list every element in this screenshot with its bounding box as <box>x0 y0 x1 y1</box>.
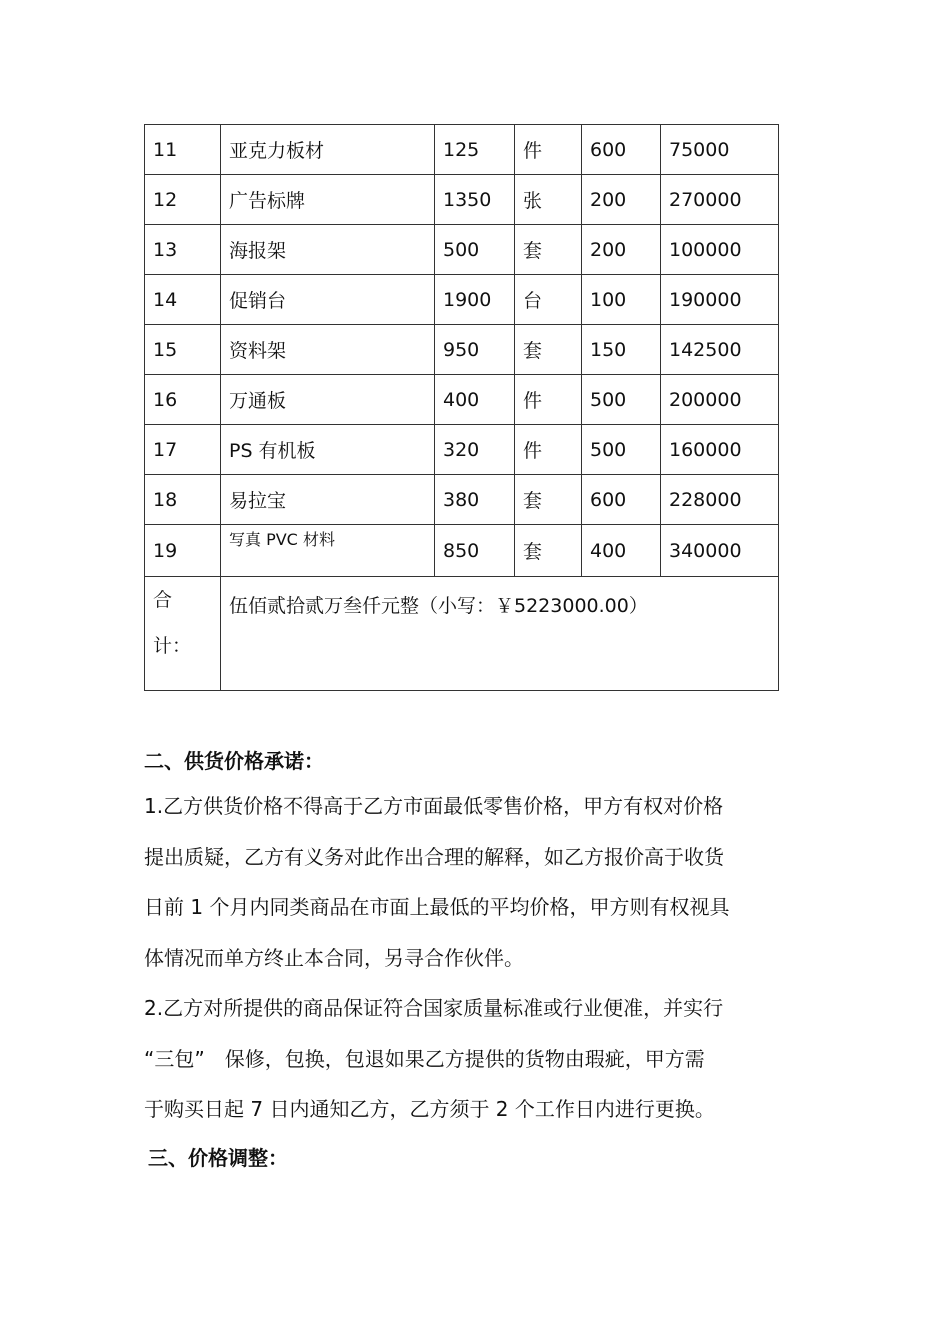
total-row <box>145 577 779 691</box>
cell-price: 400 <box>435 375 515 425</box>
cell-unit: 套 <box>515 525 582 577</box>
section-2-paragraph-2 <box>144 983 810 1135</box>
cell-unit: 套 <box>515 475 582 525</box>
table-row <box>145 225 779 275</box>
cell-no: 13 <box>145 225 221 275</box>
cell-amount: 200000 <box>661 375 779 425</box>
cell-amount: 100000 <box>661 225 779 275</box>
cell-unit: 件 <box>515 125 582 175</box>
cell-unit: 件 <box>515 425 582 475</box>
total-amount-text: 伍佰贰拾贰万叁仟元整（小写：￥5223000.00） <box>221 577 779 691</box>
table-row <box>145 125 779 175</box>
section-2-heading: 二、供货价格承诺： <box>144 749 324 773</box>
cell-price: 320 <box>435 425 515 475</box>
cell-amount: 228000 <box>661 475 779 525</box>
table-row <box>145 475 779 525</box>
cell-price: 950 <box>435 325 515 375</box>
cell-no: 12 <box>145 175 221 225</box>
cell-qty: 150 <box>582 325 661 375</box>
cell-unit: 台 <box>515 275 582 325</box>
total-label: 合 计： <box>145 577 221 691</box>
cell-name: 促销台 <box>221 275 435 325</box>
cell-name: 广告标牌 <box>221 175 435 225</box>
cell-amount: 340000 <box>661 525 779 577</box>
cell-price: 125 <box>435 125 515 175</box>
cell-qty: 200 <box>582 175 661 225</box>
paragraph-line: 于购买日起 7 日内通知乙方，乙方须于 2 个工作日内进行更换。 <box>144 1097 715 1121</box>
cell-qty: 600 <box>582 475 661 525</box>
cell-amount: 75000 <box>661 125 779 175</box>
cell-qty: 600 <box>582 125 661 175</box>
cell-name: 海报架 <box>221 225 435 275</box>
table-row <box>145 525 779 577</box>
cell-qty: 500 <box>582 375 661 425</box>
cell-price: 500 <box>435 225 515 275</box>
goods-table <box>144 124 779 691</box>
cell-no: 19 <box>145 525 221 577</box>
cell-no: 15 <box>145 325 221 375</box>
cell-qty: 200 <box>582 225 661 275</box>
cell-name: 万通板 <box>221 375 435 425</box>
cell-price: 380 <box>435 475 515 525</box>
cell-unit: 件 <box>515 375 582 425</box>
cell-qty: 400 <box>582 525 661 577</box>
cell-no: 16 <box>145 375 221 425</box>
cell-qty: 500 <box>582 425 661 475</box>
table-row <box>145 325 779 375</box>
table-row <box>145 175 779 225</box>
paragraph-line: 2.乙方对所提供的商品保证符合国家质量标准或行业便准，并实行 <box>144 996 724 1020</box>
cell-amount: 160000 <box>661 425 779 475</box>
section-2-paragraph-1 <box>144 781 810 983</box>
cell-qty: 100 <box>582 275 661 325</box>
paragraph-line: 提出质疑，乙方有义务对此作出合理的解释，如乙方报价高于收货 <box>144 844 724 869</box>
cell-no: 17 <box>145 425 221 475</box>
paragraph-line: 日前 1 个月内同类商品在市面上最低的平均价格，甲方则有权视具 <box>144 895 730 919</box>
table-row <box>145 375 779 425</box>
cell-no: 18 <box>145 475 221 525</box>
cell-price: 850 <box>435 525 515 577</box>
cell-name: PS 有机板 <box>221 425 435 475</box>
cell-amount: 190000 <box>661 275 779 325</box>
cell-no: 14 <box>145 275 221 325</box>
paragraph-line: 体情况而单方终止本合同，另寻合作伙伴。 <box>144 945 524 970</box>
table-row <box>145 425 779 475</box>
table-row <box>145 275 779 325</box>
paragraph-line: 1.乙方供货价格不得高于乙方市面最低零售价格，甲方有权对价格 <box>144 794 724 818</box>
cell-price: 1350 <box>435 175 515 225</box>
cell-price: 1900 <box>435 275 515 325</box>
cell-amount: 142500 <box>661 325 779 375</box>
cell-unit: 套 <box>515 225 582 275</box>
cell-no: 11 <box>145 125 221 175</box>
section-3-heading: 三、价格调整： <box>148 1146 288 1170</box>
cell-name: 易拉宝 <box>221 475 435 525</box>
paragraph-line: “三包” 保修，包换，包退如果乙方提供的货物由瑕疵，甲方需 <box>144 1046 705 1071</box>
cell-unit: 张 <box>515 175 582 225</box>
cell-amount: 270000 <box>661 175 779 225</box>
cell-name: 资料架 <box>221 325 435 375</box>
cell-unit: 套 <box>515 325 582 375</box>
cell-name: 写真 PVC 材料 <box>221 525 435 577</box>
cell-name: 亚克力板材 <box>221 125 435 175</box>
